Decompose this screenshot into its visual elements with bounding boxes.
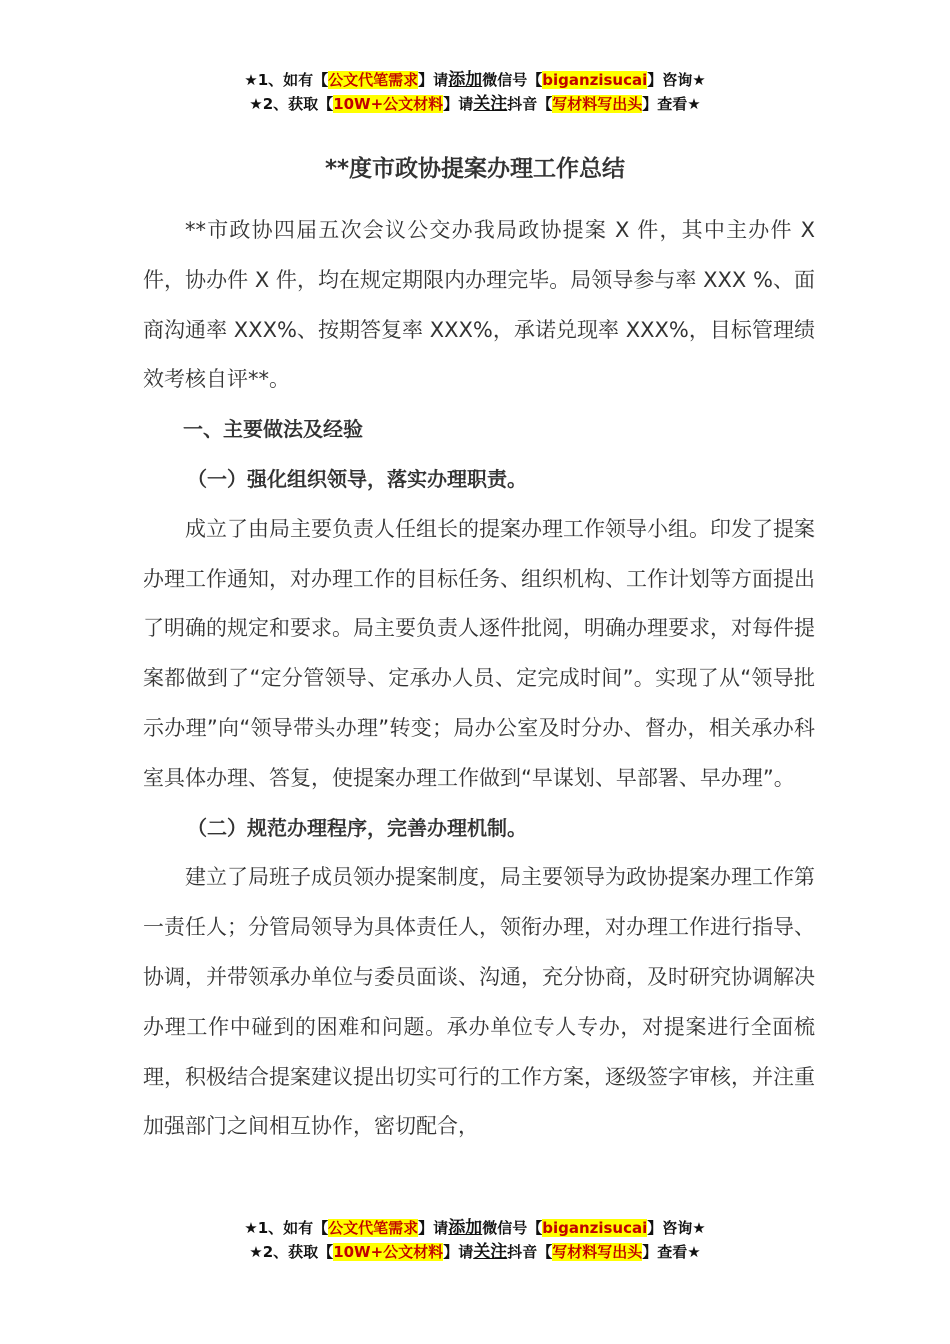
document-body — [143, 206, 815, 1152]
promo-highlight: 写材料写出头 — [552, 95, 643, 113]
promo-highlight: biganzisucai — [542, 1219, 648, 1237]
section-heading-1: 一、主要做法及经验 — [183, 417, 363, 442]
promo-text: 】查看★ — [642, 1243, 701, 1261]
promo-highlight: 公文代笔需求 — [328, 1219, 419, 1237]
promo-text: 】请 — [418, 71, 449, 89]
body-paragraph-1: 成立了由局主要负责人任组长的提案办理工作领导小组。印发了提案办理工作通知，对办理工作的目标任务、组织机构、工作计划等方面提出了明确的规定和要求。局主要负责人逐件批阅，明确办理要求，对每件提案都做到了“定分管领导、定承办人员、定完成时间”。实现了从“领导批示办理”向“领导带头办理”转变；局办公室及时分办、督办，相关承办科室具体办理、答复，使提案办理工作做到“早谋划、早部署、早办理”。 — [143, 516, 815, 790]
promo-text: 】请 — [418, 1219, 449, 1237]
subsection-heading-2: （二）规范办理程序，完善办理机制。 — [187, 815, 527, 840]
promo-text: ★1、如有【 — [244, 71, 329, 89]
promo-underline: 关注 — [473, 94, 508, 114]
promo-text: 】请 — [443, 95, 474, 113]
promo-underline: 添加 — [448, 1218, 483, 1238]
subsection-heading-1: （一）强化组织领导，落实办理职责。 — [187, 466, 527, 491]
promo-text: 】查看★ — [642, 95, 701, 113]
promo-highlight: 10W+公文材料 — [333, 95, 444, 113]
promo-text: 抖音【 — [507, 1243, 553, 1261]
promo-highlight: biganzisucai — [542, 71, 648, 89]
promo-underline: 关注 — [473, 1242, 508, 1262]
document-title: **度市政协提案办理工作总结 — [324, 156, 626, 182]
promo-text: ★2、获取【 — [249, 1243, 334, 1261]
promo-text: 微信号【 — [482, 1219, 543, 1237]
promo-line-2 — [0, 92, 950, 116]
promo-text: ★1、如有【 — [244, 1219, 329, 1237]
promo-underline: 添加 — [448, 70, 483, 90]
promo-line-1 — [0, 1216, 950, 1240]
promo-text: 微信号【 — [482, 71, 543, 89]
promo-highlight: 10W+公文材料 — [333, 1243, 444, 1261]
promo-text: 】咨询★ — [647, 71, 706, 89]
promo-text: 】咨询★ — [647, 1219, 706, 1237]
promo-text: 抖音【 — [507, 95, 553, 113]
promo-line-2 — [0, 1240, 950, 1264]
body-paragraph-2: 建立了局班子成员领办提案制度，局主要领导为政协提案办理工作第一责任人；分管局领导为具体责任人，领衔办理，对办理工作进行指导、协调，并带领承办单位与委员面谈、沟通，充分协商，及时研究协调解决办理工作中碰到的困难和问题。承办单位专人专办，对提案进行全面梳理，积极结合提案建议提出切实可行的工作方案，逐级签字审核，并注重加强部门之间相互协作，密切配合， — [143, 865, 815, 1139]
promo-highlight: 写材料写出头 — [552, 1243, 643, 1261]
promo-text: 】请 — [443, 1243, 474, 1261]
top-promo-banner — [0, 68, 950, 116]
intro-paragraph: **市政协四届五次会议公交办我局政协提案 X 件，其中主办件 X 件，协办件 X 件，均在规定期限内办理完毕。局领导参与率 XXX %、面商沟通率 XXX%、按期答复率 XXX%，承诺兑现率 XXX%，目标管理绩效考核自评**。 — [143, 218, 815, 392]
promo-line-1 — [0, 68, 950, 92]
promo-highlight: 公文代笔需求 — [328, 71, 419, 89]
promo-text: ★2、获取【 — [249, 95, 334, 113]
bottom-promo-banner — [0, 1216, 950, 1264]
